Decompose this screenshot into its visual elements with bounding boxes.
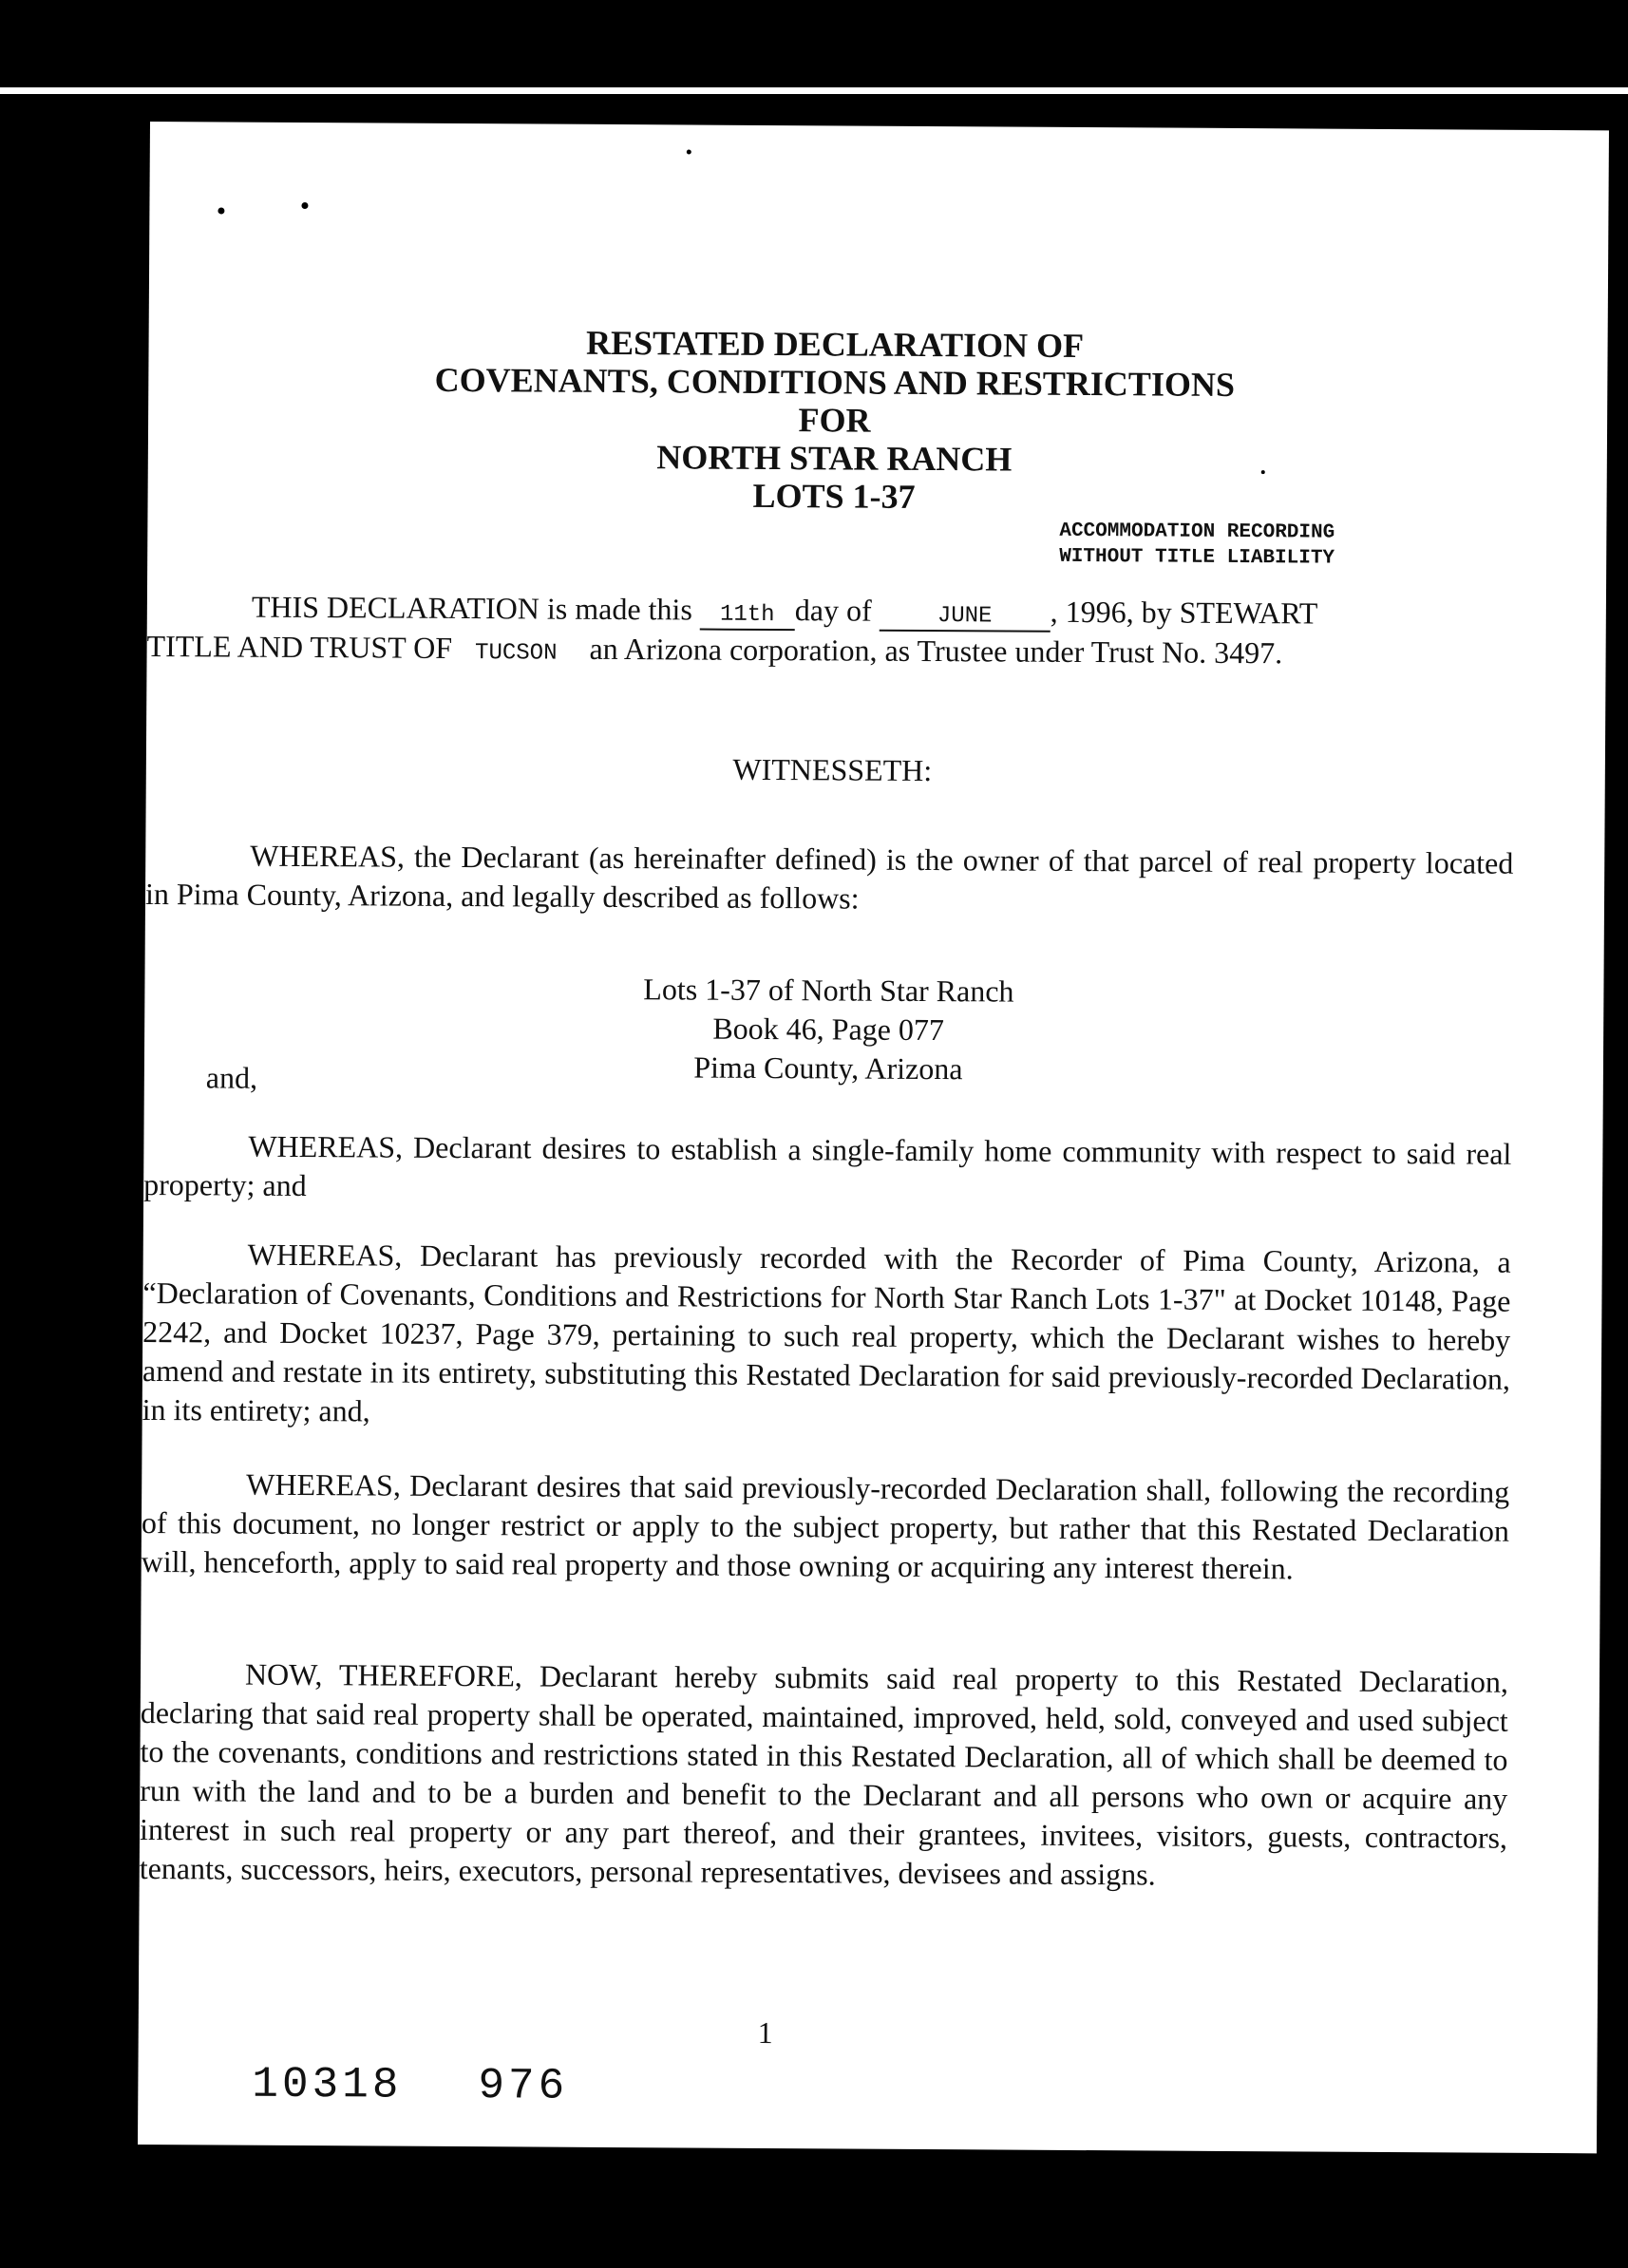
docket-stamp [252,2060,568,2111]
stamp-line: WITHOUT TITLE LIABILITY [1059,545,1335,570]
docket-page: 976 [478,2061,569,2111]
whereas-paragraph [145,836,1513,922]
day-fill-in: 11th [700,602,795,632]
paragraph-text: WHEREAS, Declarant desires that said previously-recorded Declaration shall, following the recording of this document, no longer restrict or apply to the subject property, but rather that this Restated Declaration will, henceforth, apply to said real property and those owning or acquiring any interest therein. [141,1466,1510,1586]
document-page [138,122,1609,2153]
opening-text: TITLE AND TRUST OF [146,628,453,665]
ink-speck [301,202,308,209]
document-title [147,321,1521,520]
paragraph-text: WHEREAS, Declarant desires to establish a single-family home community with respect to said real property; and [143,1128,1512,1203]
legal-line: Lots 1-37 of North Star Ranch [643,972,1014,1009]
now-therefore-paragraph [140,1654,1508,1897]
legal-description [144,967,1513,1092]
ink-speck [687,149,691,154]
legal-line: Book 46, Page 077 [712,1011,945,1048]
city-fill-in: TUCSON [475,640,558,667]
title-line: FOR [798,401,871,440]
title-line: NORTH STAR RANCH [656,438,1013,479]
and-label: and, [205,1060,258,1095]
title-line: LOTS 1-37 [752,476,916,516]
opening-paragraph [146,587,1515,679]
witnesseth-heading: WITNESSETH: [732,751,933,788]
opening-text: , 1996, by STEWART [1050,594,1318,631]
opening-text: an Arizona corporation, as Trustee under Trust No. 3497. [589,631,1283,671]
title-line: COVENANTS, CONDITIONS AND RESTRICTIONS [434,360,1236,404]
whereas-paragraph [142,1235,1511,1438]
legal-line: Pima County, Arizona [693,1049,963,1087]
month-fill-in: JUNE [880,603,1051,633]
title-line: RESTATED DECLARATION OF [585,323,1085,366]
paragraph-text: NOW, THEREFORE, Declarant hereby submits said real property to this Restated Declaration, declaring that said real property shall be operated, maintained, improved, held, sold, conveyed and used subject to the covenants, conditions and restrictions stated in this Restated Declaration, all of which shall be deemed to run with the land and to be a burden and benefit to the Declarant and all persons who own or acquire any interest in such real property or any part thereof, and their grantees, invitees, visitors, guests, contractors, tenants, successors, heirs, executors, personal representatives, devisees and assigns. [139,1656,1509,1892]
page-number: 1 [757,2014,773,2051]
ink-speck [218,207,224,214]
stamp-line: ACCOMMODATION RECORDING [1059,520,1335,544]
whereas-paragraph [142,1465,1510,1590]
scan-edge-line [0,87,1628,94]
opening-line [146,627,1514,679]
paragraph-text: WHEREAS, the Declarant (as hereinafter defined) is the owner of that parcel of real property located in Pima County, Arizona, and legally described as follows: [144,838,1514,916]
opening-text: day of [794,593,872,628]
docket-number: 10318 [252,2059,403,2110]
paragraph-text: WHEREAS, Declarant has previously recorded with the Recorder of Pima County, Arizona, a “Declaration of Covenants, Conditions and Restrictions for North Star Ranch Lots 1-37" at Docket 10148, Page 2242, and Docket 10237, Page 379, pertaining to such real property, which the Declarant wishes to hereby amend and restate in its entirety, substituting this Restated Declaration for said previously-recorded Declaration, in its entirety; and, [142,1237,1511,1428]
whereas-paragraph [143,1126,1511,1213]
opening-text: THIS DECLARATION is made this [251,589,692,627]
recording-stamp [1059,519,1335,572]
